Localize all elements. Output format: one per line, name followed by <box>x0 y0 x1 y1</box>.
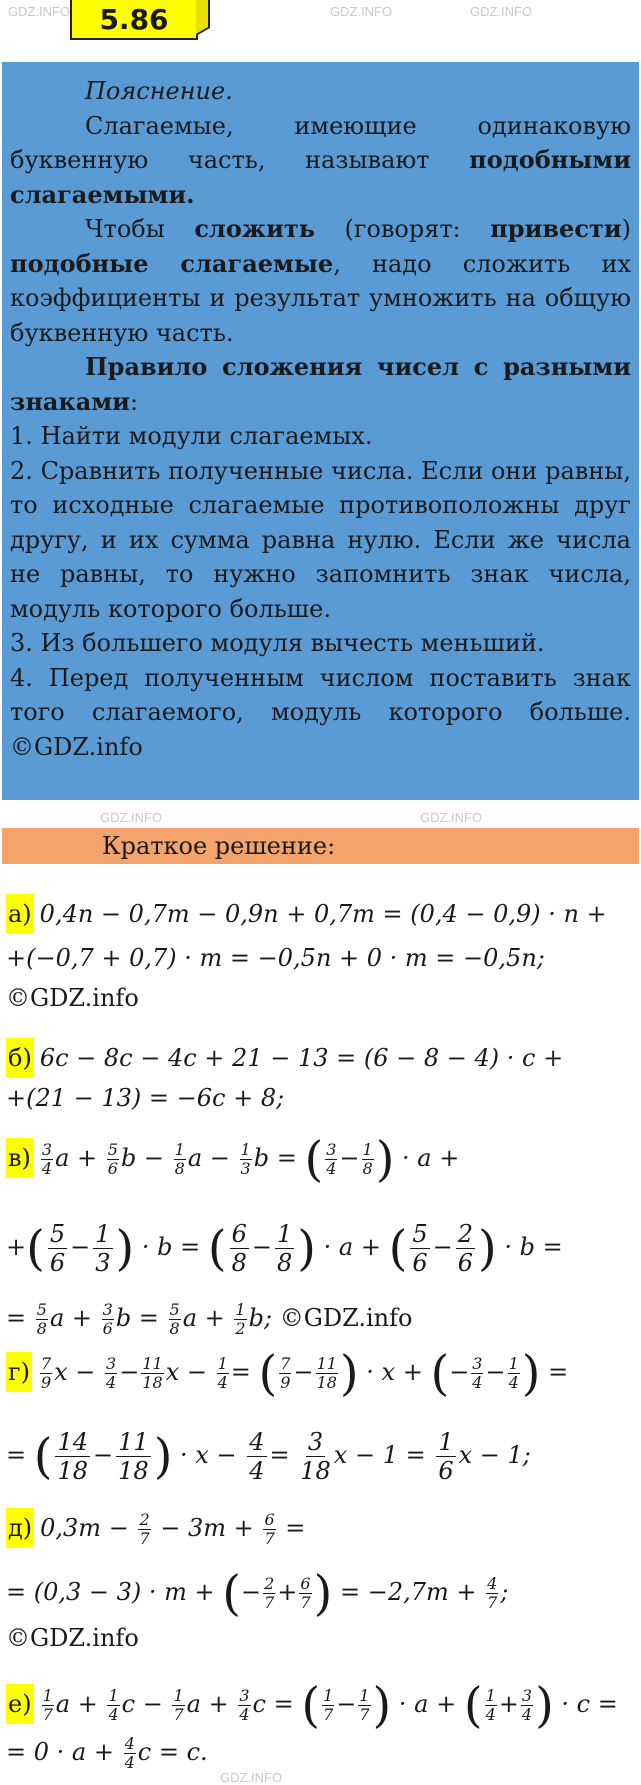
watermark: GDZ.INFO <box>100 810 163 825</box>
explanation-paragraph-2: Чтобы сложить (говорят: привести) подобные слагаемые, надо сложить их коэффициенты и результат умножить на общую буквенную часть. <box>10 214 631 347</box>
solution-heading: Краткое решение: <box>2 828 639 864</box>
item-marker: в) <box>6 1138 33 1178</box>
explanation-panel <box>2 62 639 800</box>
rule-step-1: 1. Найти модули слагаемых. <box>10 422 373 450</box>
explanation-paragraph-1: Слагаемые, имеющие одинаковую буквенную часть, называют подобными слагаемыми. <box>10 111 631 209</box>
rule-step-3: 3. Из большего модуля вычесть меньший. <box>10 629 545 657</box>
rule-step-4: 4. Перед полученным числом поставить знак того слагаемого, модуль которого больше. ©GDZ.info <box>10 663 631 761</box>
copyright: ©GDZ.info <box>279 1304 413 1332</box>
watermark: GDZ.INFO <box>220 1770 283 1785</box>
copyright: ©GDZ.info <box>6 984 139 1012</box>
watermark: GDZ.INFO <box>420 810 483 825</box>
math-line: 0,4n − 0,7m − 0,9n + 0,7m = (0,4 − 0,9) · n + <box>39 900 607 928</box>
watermark: GDZ.INFO <box>8 4 71 19</box>
item-marker: е) <box>6 1684 34 1724</box>
copyright: ©GDZ.info <box>6 1624 139 1652</box>
item-marker: б) <box>6 1038 34 1078</box>
item-marker: г) <box>6 1352 32 1392</box>
rule-title: Правило сложения чисел с разными знаками: <box>10 352 631 416</box>
explanation-title: Пояснение. <box>85 77 233 105</box>
item-marker: а) <box>6 894 34 934</box>
math-line: +(−0,7 + 0,7) · m = −0,5n + 0 · m = −0,5n; <box>6 944 545 972</box>
rule-step-2: 2. Сравнить полученные числа. Если они равны, то исходные слагаемые противоположны друг другу, и их сумма равна нулю. Если же числа не равны, то нужно запомнить знак числа, модуль которого больше. <box>10 456 631 623</box>
watermark: GDZ.INFO <box>330 4 393 19</box>
math-line: 6c − 8c − 4c + 21 − 13 = (6 − 8 − 4) · c + <box>39 1044 564 1072</box>
math-line: +(21 − 13) = −6c + 8; <box>6 1084 285 1112</box>
task-number-badge: 5.86 <box>70 0 198 40</box>
watermark: GDZ.INFO <box>470 4 533 19</box>
item-marker: д) <box>6 1508 34 1548</box>
badge-3d-edge <box>196 0 210 36</box>
